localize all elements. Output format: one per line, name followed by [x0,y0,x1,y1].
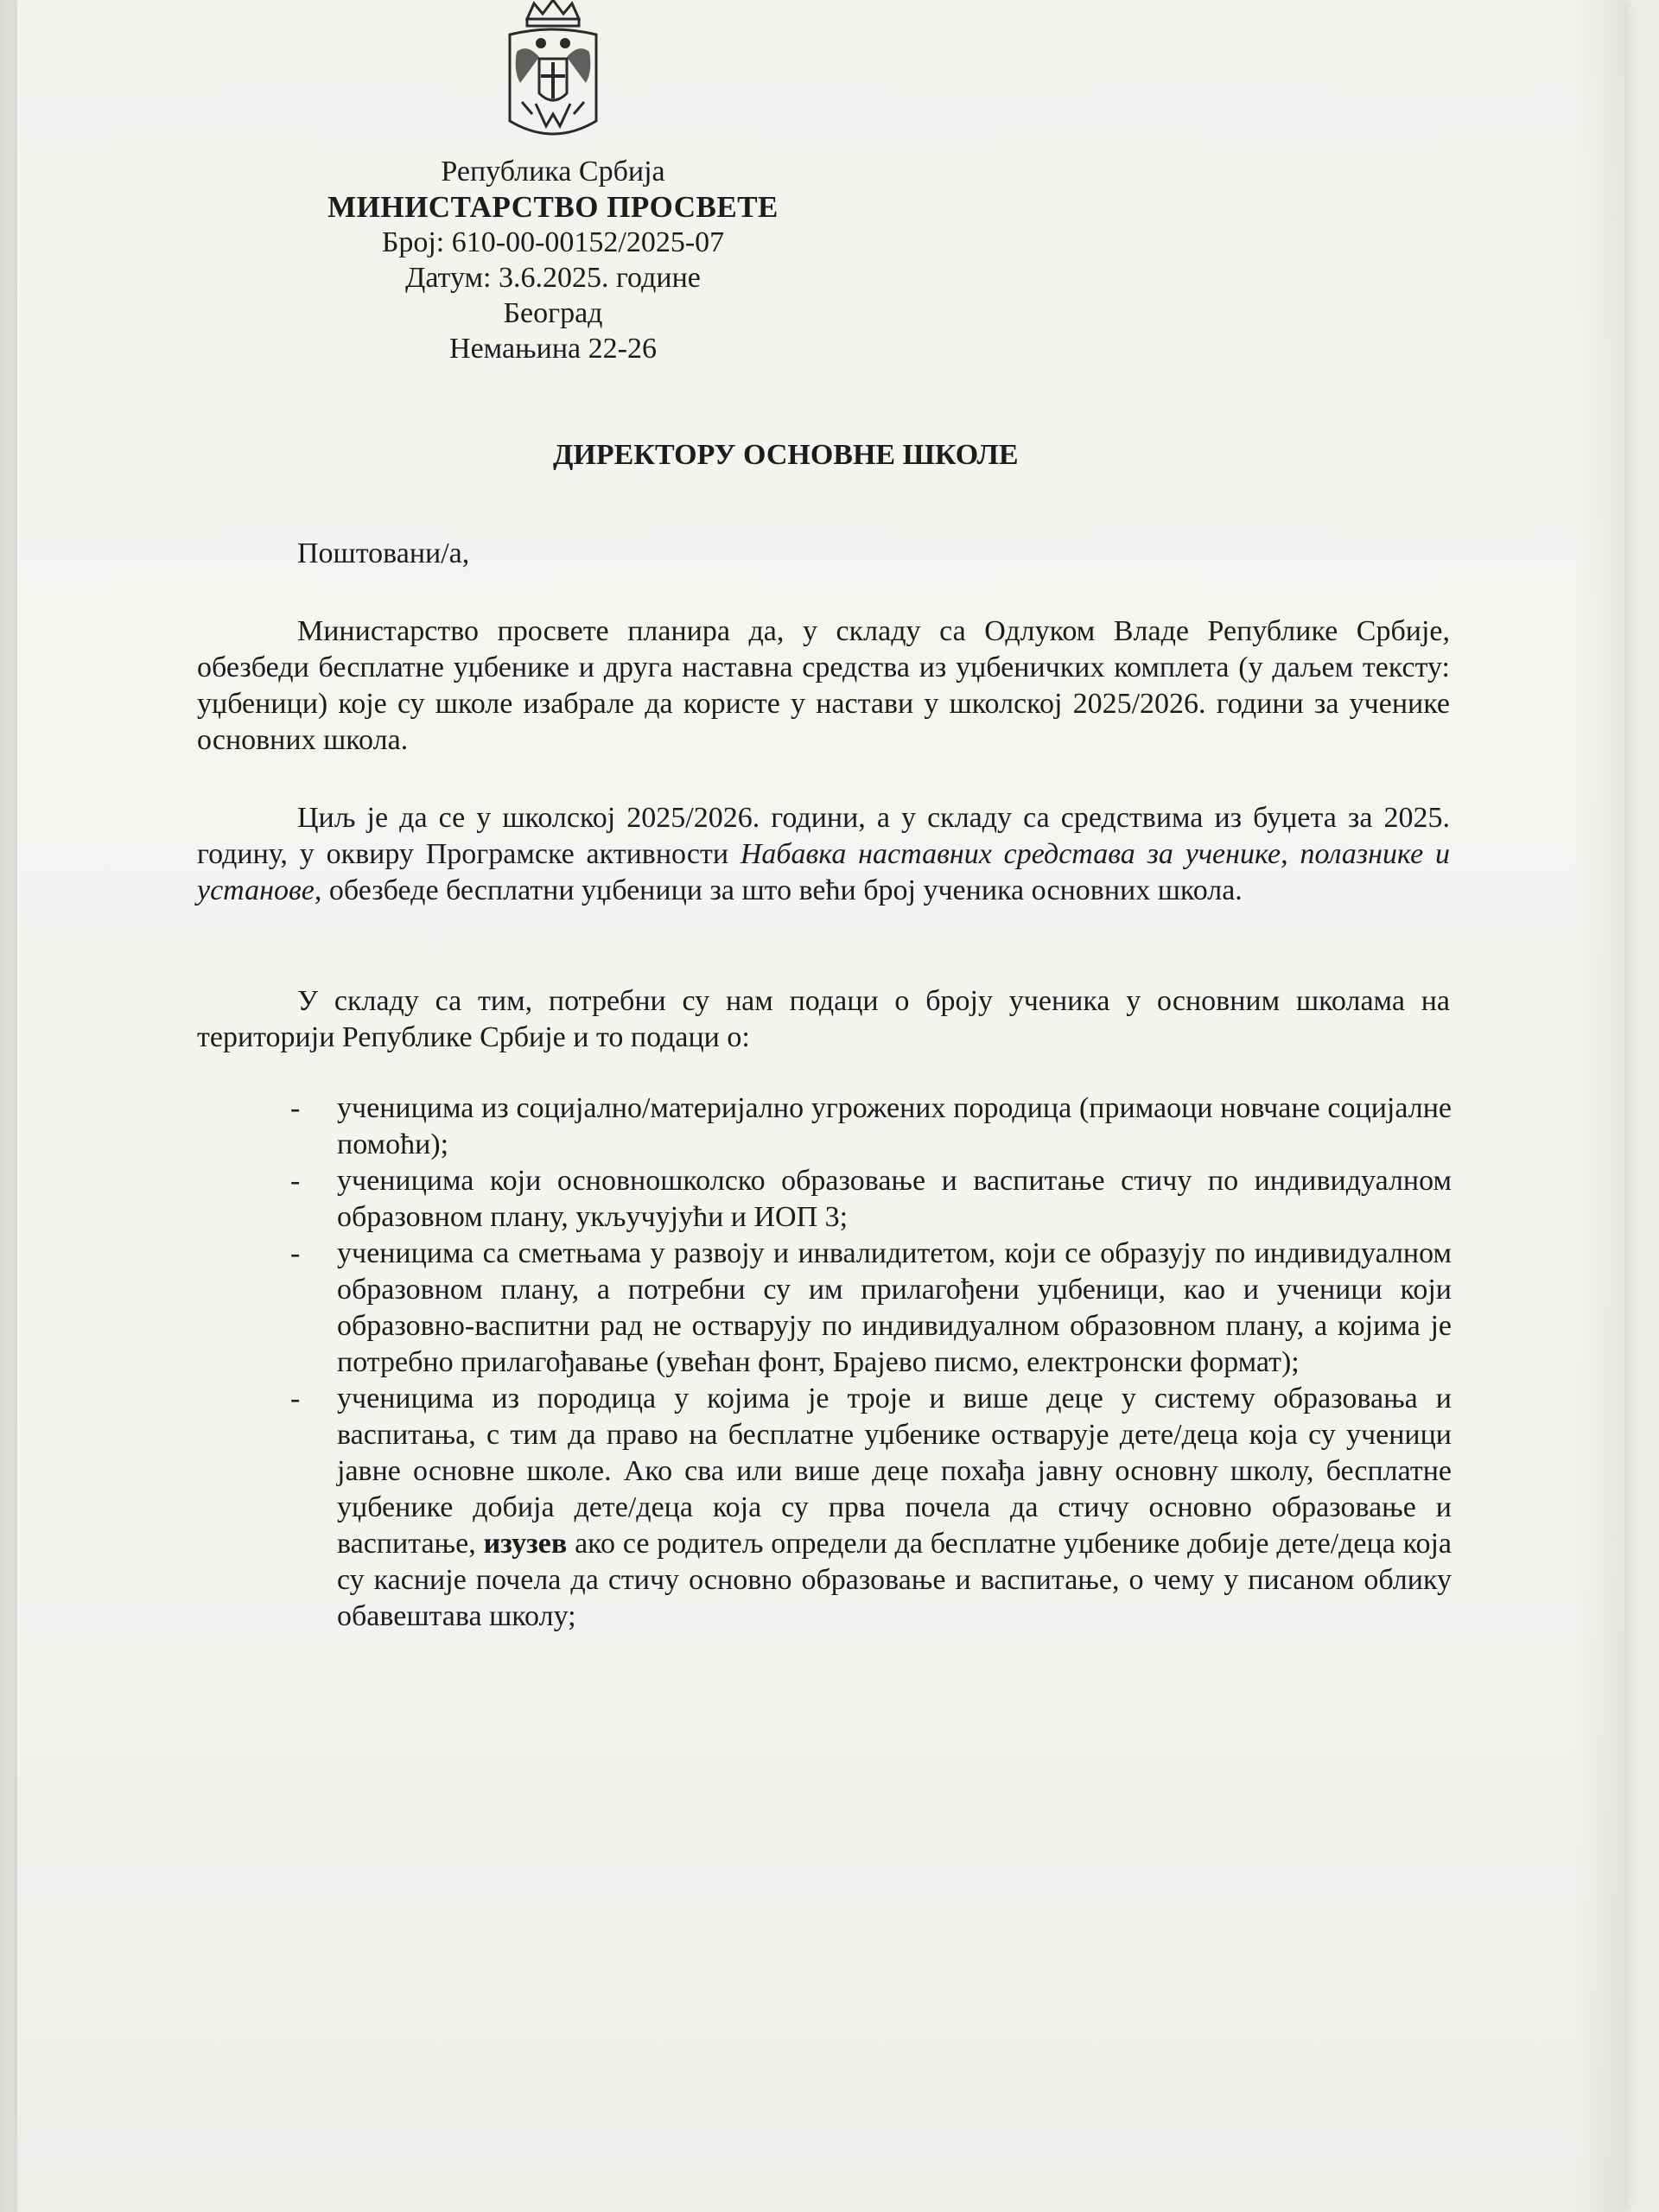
list-item: - ученицима из породица у којима је троје и више деце у систему образовања и васпитања, с тим да право на бесплатне уџбенике остварује дете/деца која су ученици јавне основне школе. Ако сва или више деце похађа јавну основну школу, бесплатне уџбенике добија дете/деца која су прва почела да стичу основно образовање и васпитање, изузев ако се родитељ определи да бесплатне уџбенике добије дете/деца која су касније почела да стичу основно образовање и васпитање, о чему у писаном облику обавештава школу; [290,1382,1452,1632]
student-category-list [276,1090,1452,1635]
city: Београд [503,297,603,329]
list-item: - ученицима са сметњама у развоју и инвалидитетом, који се образују по индивидуалном образовном плану, а потребни су им прилагођени уџбеници, као и ученици који образовно-васпитни рад не остварују по индивидуалном образовном плану, а којима је потребно прилагођавање (увећан фонт, Брајево писмо, електронски формат); [290,1237,1452,1378]
paragraph-goal: Циљ је да се у школској 2025/2026. години, а у складу са средствима из буџета за 2025. годину, у оквиру Програмске активности Набавка наставних средстава за ученике, полазнике и установе, обезбеде бесплатни уџбеници за што већи број ученика основних школа. [197,802,1451,906]
document-date: Датум: 3.6.2025. године [405,262,701,294]
street-address: Немањина 22-26 [449,333,657,365]
addressee-heading: ДИРЕКТОРУ ОСНОВНЕ ШКОЛЕ [553,439,1019,471]
list-item: - ученицима који основношколско образовање и васпитање стичу по индивидуалном образовном плану, укључујући и ИОП 3; [290,1165,1452,1233]
coat-of-arms-icon [501,0,605,147]
paper-sheet [17,0,1624,2212]
list-item: - ученицима из социјално/материјално угрожених породица (примаоци новчане социјалне помоћи); [290,1092,1452,1160]
letter-document [17,0,1624,2212]
ministry-name: МИНИСТАРСТВО ПРОСВЕТЕ [327,190,779,224]
salutation: Поштовани/а, [297,537,470,569]
document-number: Број: 610-00-00152/2025-07 [381,226,725,258]
country-name: Република Србија [441,156,665,188]
paragraph-intro: Министарство просвете планира да, у складу са Одлуком Владе Републике Србије, обезбеди бесплатне уџбенике и друга наставна средства из уџбеничких комплета (у даљем тексту: уџбеници) које су школе изабрале да користе у настави у школској 2025/2026. години за ученике основних школа. [197,615,1450,756]
paragraph-data-request: У складу са тим, потребни су нам подаци о броју ученика у основним школама на територији Републике Србије и то подаци о: [197,985,1450,1053]
program-activity-name: Набавка наставних средстава за ученике, полазнике и установе, [197,838,1451,906]
letterhead [302,154,804,366]
exception-keyword: изузев [483,1528,568,1560]
